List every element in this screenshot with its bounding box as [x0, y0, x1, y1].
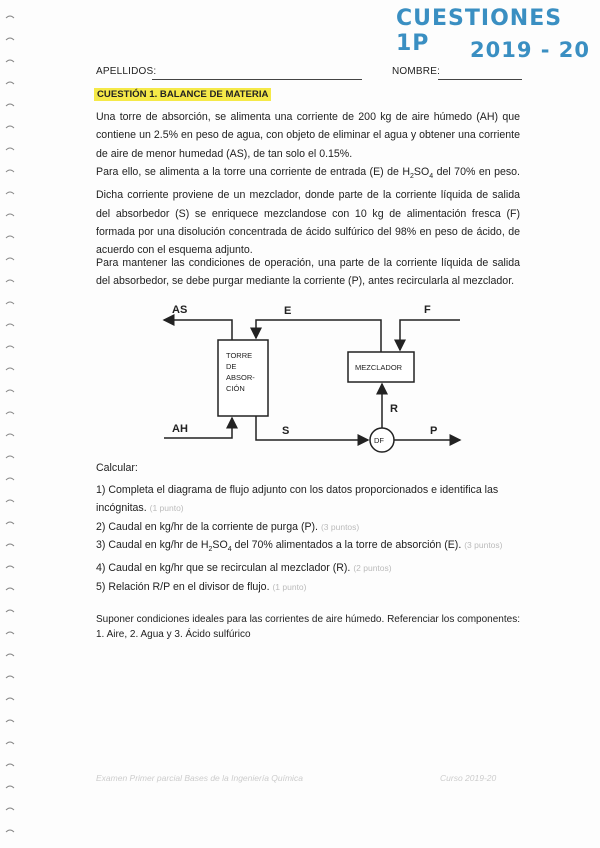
paragraph-1: Una torre de absorción, se alimenta una corriente de 200 kg de aire húmedo (AH) que contiene un 2.5% en peso de agua, con objeto de eliminar el agua y obtener una corriente de aire de menor humedad (AS), de tan solo el 0.15%. — [96, 111, 520, 160]
paragraph-2: Para ello, se alimenta a la torre una corriente de entrada (E) de $H_2SO_4$ del 70% en peso. Dicha corriente proviene de un mezclador, donde parte de la corriente líquida de salida del absorbedor (S) se enriquece mezclandose con 10 kg de alimentación fresca (F) formada por una disolución concentrada de ácido sulfúrico del 98% en peso de ácido, de acuerdo con el esquema adjunto. — [96, 166, 520, 257]
label-f: F — [424, 304, 431, 316]
handwritten-year: 2019 - 20 — [470, 38, 591, 62]
mixer-label: MEZCLADOR — [355, 363, 403, 372]
footer-exam: Examen Primer parcial Bases de la Ingeniería Química — [96, 773, 303, 783]
apellidos-field[interactable] — [152, 79, 362, 80]
list-item: 2) Caudal en kg/hr de la corriente de purga (P). (3 puntos) — [96, 520, 360, 533]
question-title: CUESTIÓN 1. BALANCE DE MATERIA — [94, 88, 271, 101]
tower-label-4: CIÓN — [226, 384, 245, 393]
handwritten-title: CUESTIONES 1P — [396, 6, 563, 56]
label-e: E — [284, 305, 292, 317]
stream-as — [164, 320, 232, 340]
footer-course: Curso 2019-20 — [440, 773, 497, 783]
list-item: 1) Completa el diagrama de flujo adjunto con los datos proporcionados e identifica las incógnitas. (1 punto) — [96, 484, 499, 515]
stream-f — [400, 320, 460, 350]
question-list — [96, 481, 522, 596]
label-ah: AH — [172, 423, 188, 435]
list-item: 4) Caudal en kg/hr que se recirculan al mezclador (R). (2 puntos) — [96, 562, 392, 575]
stream-e — [256, 320, 381, 352]
stream-s — [256, 416, 368, 440]
flow-diagram — [160, 296, 480, 456]
spiral-binding — [0, 0, 22, 848]
tower-label-3: ABSOR- — [226, 373, 255, 382]
label-as: AS — [172, 304, 188, 316]
nombre-field[interactable] — [438, 79, 522, 80]
list-item: 3) Caudal en kg/hr de $H_2SO_4$ del 70% alimentados a la torre de absorción (E). (3 puntos) — [96, 538, 503, 553]
label-p: P — [430, 425, 438, 437]
paragraph-3: Para mantener las condiciones de operación, una parte de la corriente líquida de salida del absorbedor, se debe purgar mediante la corriente (P), antes recircularla al mezclador. — [96, 257, 520, 288]
calc-label: Calcular: — [96, 462, 138, 474]
list-item: 5) Relación R/P en el divisor de flujo. (1 punto) — [96, 580, 307, 593]
tower-label-1: TORRE — [226, 351, 253, 360]
nombre-label: NOMBRE: — [392, 66, 441, 77]
apellidos-label: APELLIDOS: — [96, 66, 157, 77]
label-s: S — [282, 425, 290, 437]
assumption-note: Suponer condiciones ideales para las corrientes de aire húmedo. Referenciar los componentes: 1. Aire, 2. Agua y 3. Ácido sulfúrico — [96, 614, 520, 640]
tower-label-2: DE — [226, 362, 237, 371]
df-label: DF — [374, 436, 384, 445]
label-r: R — [390, 403, 398, 415]
